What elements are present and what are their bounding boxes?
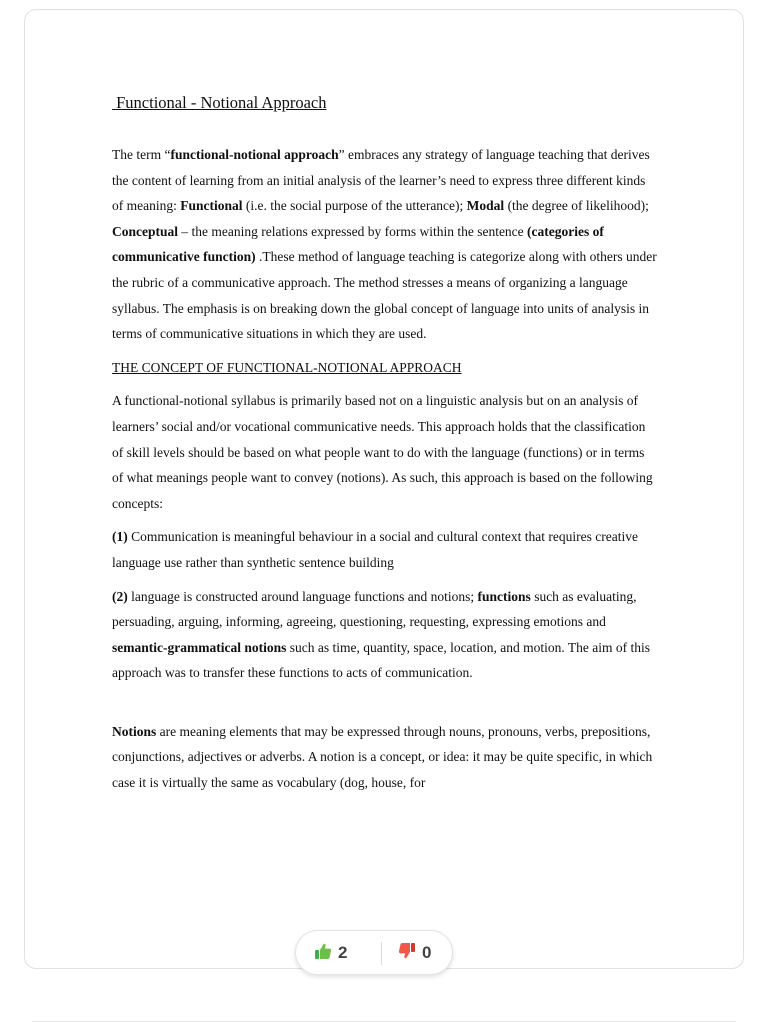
notions-paragraph bbox=[112, 719, 657, 796]
thumbs-down-icon bbox=[398, 942, 416, 965]
intro-bold-modal: Modal bbox=[466, 198, 505, 214]
intro-bold-conceptual: Conceptual bbox=[112, 223, 179, 239]
downvote-button[interactable] bbox=[398, 941, 431, 965]
notions-text: are meaning elements that may be expressed through nouns, pronouns, verbs, prepositions, conjunctions, adjectives or adverbs. A notion is a concept, or idea: it may be quite specific, in which case it is virtually the same as vocabulary (dog, house, for bbox=[112, 723, 653, 791]
intro-text-3: (i.e. the social purpose of the utterance); bbox=[242, 198, 467, 214]
item-text-2: such as evaluating, persuading, arguing, informing, agreeing, questioning, requesting, expressing emotions and bbox=[112, 588, 637, 630]
intro-text-5: – the meaning relations expressed by forms within the sentence bbox=[178, 223, 528, 239]
intro-bold-categories: (categories of communicative function) bbox=[112, 223, 604, 265]
intro-text-2: ” embraces any strategy of language teaching that derives the content of learning from an initial analysis of the learner’s need to express three different kinds of meaning: bbox=[112, 147, 650, 214]
intro-bold-term: functional-notional approach bbox=[170, 147, 339, 162]
section-heading: THE CONCEPT OF FUNCTIONAL-NOTIONAL APPROACH bbox=[112, 359, 462, 375]
concept-paragraph: A functional-notional syllabus is primarily based not on a linguistic analysis but on an analysis of learners’ social and/or vocational communicative needs. This approach holds that the classification of skill levels should be based on what people want to do with the language (functions) or in terms of what meanings people want to convey (notions). As such, this approach is based on the following concepts: bbox=[112, 393, 653, 511]
item-bold-notions: semantic-grammatical notions bbox=[112, 639, 287, 655]
intro-text-6: .These method of language teaching is categorize along with others under the rubric of a communicative approach. The method stresses a means of organizing a language syllabus. The emphasis is on breaking down the global concept of language into units of analysis in terms of communicative situations in which they are used. bbox=[112, 249, 657, 342]
intro-bold-functional: Functional bbox=[180, 198, 243, 214]
item-text-1: language is constructed around language functions and notions; bbox=[127, 588, 478, 604]
intro-text-1: The term “ bbox=[112, 147, 171, 162]
intro-paragraph bbox=[112, 142, 657, 347]
document-title: Functional - Notional Approach bbox=[112, 93, 327, 112]
thumbs-up-icon bbox=[314, 942, 332, 965]
concept-item-2 bbox=[112, 584, 657, 686]
item-number: (2) bbox=[112, 588, 128, 604]
item-bold-functions: functions bbox=[477, 588, 531, 604]
document-body bbox=[112, 92, 657, 804]
item-text-3: such as time, quantity, space, location, and motion. The aim of this approach was to transfer these functions to acts of communication. bbox=[112, 639, 651, 681]
vote-bar bbox=[295, 930, 453, 975]
concept-item-1 bbox=[112, 524, 657, 575]
upvote-button[interactable] bbox=[314, 941, 347, 965]
vote-divider bbox=[381, 942, 382, 965]
downvote-count: 0 bbox=[422, 943, 432, 962]
intro-text-4: (the degree of likelihood); bbox=[504, 198, 649, 214]
divider bbox=[32, 1021, 736, 1022]
notions-bold-term: Notions bbox=[112, 723, 157, 739]
item-number: (1) bbox=[112, 529, 128, 545]
upvote-count: 2 bbox=[338, 943, 348, 962]
item-text: Communication is meaningful behaviour in a social and cultural context that requires creative language use rather than synthetic sentence building bbox=[112, 529, 638, 570]
